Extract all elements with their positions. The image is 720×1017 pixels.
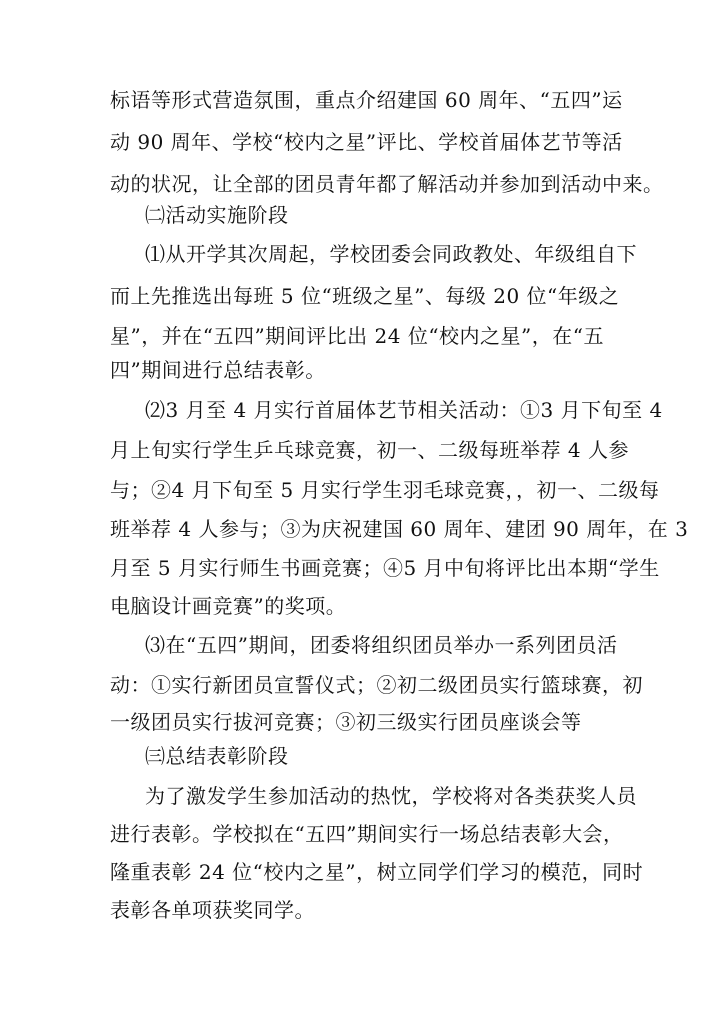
- text-line: 电脑设计画竞赛”的奖项。: [110, 594, 347, 618]
- text-line: 动 90 周年、学校“校内之星”评比、学校首届体艺节等活: [110, 130, 623, 154]
- text-line: 班举荐 4 人参与；③为庆祝建国 60 周年、建团 90 周年，在 3: [110, 517, 689, 541]
- text-line: 隆重表彰 24 位“校内之星”，树立同学们学习的模范，同时: [110, 860, 644, 884]
- text-line: 表彰各单项获奖同学。: [110, 898, 315, 922]
- text-line: 而上先推选出每班 5 位“班级之星”、每级 20 位“年级之: [110, 284, 620, 308]
- text-line: 四”期间进行总结表彰。: [110, 358, 326, 382]
- text-line: ⑴从开学其次周起，学校团委会同政教处、年级组自下: [145, 242, 637, 266]
- text-line: 月上旬实行学生乒乓球竞赛，初一、二级每班举荐 4 人参: [110, 438, 629, 462]
- text-line: 为了激发学生参加活动的热忱，学校将对各类获奖人员: [145, 784, 637, 808]
- text-line: 动：①实行新团员宣誓仪式；②初二级团员实行篮球赛，初: [110, 673, 643, 697]
- text-line: 一级团员实行拔河竞赛；③初三级实行团员座谈会等: [110, 710, 582, 734]
- text-line: 进行表彰。学校拟在“五四”期间实行一场总结表彰大会，: [110, 822, 624, 846]
- text-line: 动的状况，让全部的团员青年都了解活动并参加到活动中来。: [110, 172, 664, 196]
- text-line: ⑵3 月至 4 月实行首届体艺节相关活动：①3 月下旬至 4: [145, 398, 663, 422]
- text-line: 与；②4 月下旬至 5 月实行学生羽毛球竞赛，，初一、二级每: [110, 478, 660, 502]
- text-line: 标语等形式营造氛围，重点介绍建国 60 周年、“五四”运: [110, 88, 623, 112]
- section-heading: ㈡活动实施阶段: [145, 203, 289, 227]
- section-heading: ㈢总结表彰阶段: [145, 744, 289, 768]
- text-line: ⑶在“五四”期间，团委将组织团员举办一系列团员活: [145, 633, 618, 657]
- text-line: 月至 5 月实行师生书画竞赛；④5 月中旬将评比出本期“学生: [110, 556, 660, 580]
- text-line: 星”，并在“五四”期间评比出 24 位“校内之星”，在“五: [110, 324, 605, 348]
